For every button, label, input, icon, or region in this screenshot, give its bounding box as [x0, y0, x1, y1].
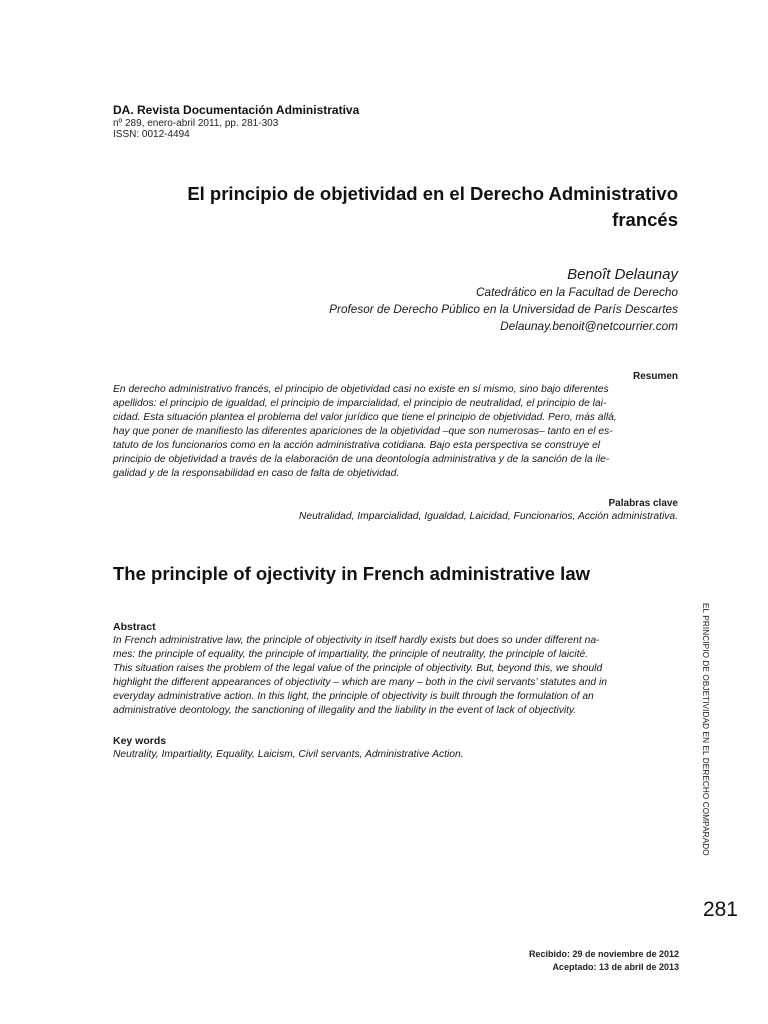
keywords-text: Neutrality, Impartiality, Equality, Laicism, Civil servants, Administrative Action. [113, 749, 464, 760]
resumen-heading: Resumen [632, 371, 678, 382]
resumen-line: galidad y de la responsabilidad en caso de falta de objetividad. [113, 468, 400, 479]
keywords-heading: Key words [113, 735, 167, 747]
resumen-line: principio de objetividad a través de la elaboración de una deontología administrativa y de la sanción de la ile- [113, 454, 610, 465]
author-block [250, 265, 678, 335]
author-position-1: Catedrático en la Facultad de Derecho [476, 285, 678, 299]
article-title [120, 181, 678, 233]
accepted-date: Aceptado: 13 de abril de 2013 [552, 962, 679, 972]
running-side-title: EL PRINCIPIO DE OBJETIVIDAD EN EL DERECHO COMPARADO [701, 603, 710, 856]
resumen-section [113, 371, 678, 481]
abstract-line: administrative deontology, the sanctioning of illegality and the liability in the event of lack of objectivity. [113, 705, 577, 716]
abstract-heading: Abstract [113, 621, 156, 633]
abstract-line: everyday administrative action. In this light, the principle of objectivity is built through the formulation of an [113, 691, 594, 702]
article-title-line-1: El principio de objetividad en el Derecho Administrativo [187, 183, 678, 204]
palabras-clave-section [113, 498, 678, 524]
journal-name: DA. Revista Documentación Administrativa [113, 103, 360, 117]
resumen-line: En derecho administrativo francés, el principio de objetividad casi no existe en sí mismo, sino bajo diferentes [113, 384, 609, 395]
article-title-line-2: francés [612, 209, 678, 230]
author-name: Benoît Delaunay [567, 266, 678, 283]
abstract-line: In French administrative law, the principle of objectivity in itself hardly exists but does so under different na- [113, 635, 600, 646]
english-title: The principle of ojectivity in French administrative law [113, 563, 590, 584]
page-number: 281 [702, 898, 738, 921]
abstract-line: This situation raises the problem of the legal value of the principle of objectivity. But, beyond this, we should [113, 663, 603, 674]
resumen-line: cidad. Esta situación plantea el problema del valor jurídico que tiene el principio de objetividad. Pero, más allá, [113, 412, 617, 423]
journal-issue: nº 289, enero-abril 2011, pp. 281-303 [113, 118, 279, 129]
resumen-line: tatuto de los funcionarios como en la acción administrativa cotidiana. Bajo esta perspectiva se construye el [113, 440, 601, 451]
resumen-line: hay que poner de manifiesto las diferentes apariciones de la objetividad –que son numerosas– tanto en el es- [113, 426, 613, 437]
resumen-line: apellidos: el principio de igualdad, el principio de imparcialidad, el principio de neutralidad, el principio de lai- [113, 398, 607, 409]
submission-dates [400, 948, 679, 974]
abstract-line: mes: the principle of equality, the principle of impartiality, the principle of neutrality, the principle of laicité. [113, 649, 589, 660]
received-date: Recibido: 29 de noviembre de 2012 [528, 949, 679, 959]
palabras-clave-heading: Palabras clave [608, 498, 678, 509]
author-email: Delaunay.benoit@netcourrier.com [500, 319, 678, 333]
author-position-2: Profesor de Derecho Público en la Universidad de París Descartes [329, 302, 678, 316]
abstract-line: highlight the different appearances of objectivity – which are many – both in the civil servants’ statutes and in [113, 677, 607, 688]
palabras-clave-text: Neutralidad, Imparcialidad, Igualdad, Laicidad, Funcionarios, Acción administrativa. [298, 511, 678, 522]
keywords-section [113, 734, 678, 762]
resumen-body [113, 383, 678, 481]
journal-issn: ISSN: 0012-4494 [113, 129, 190, 140]
abstract-section [113, 620, 678, 718]
abstract-body [113, 634, 678, 718]
journal-header [113, 104, 359, 140]
